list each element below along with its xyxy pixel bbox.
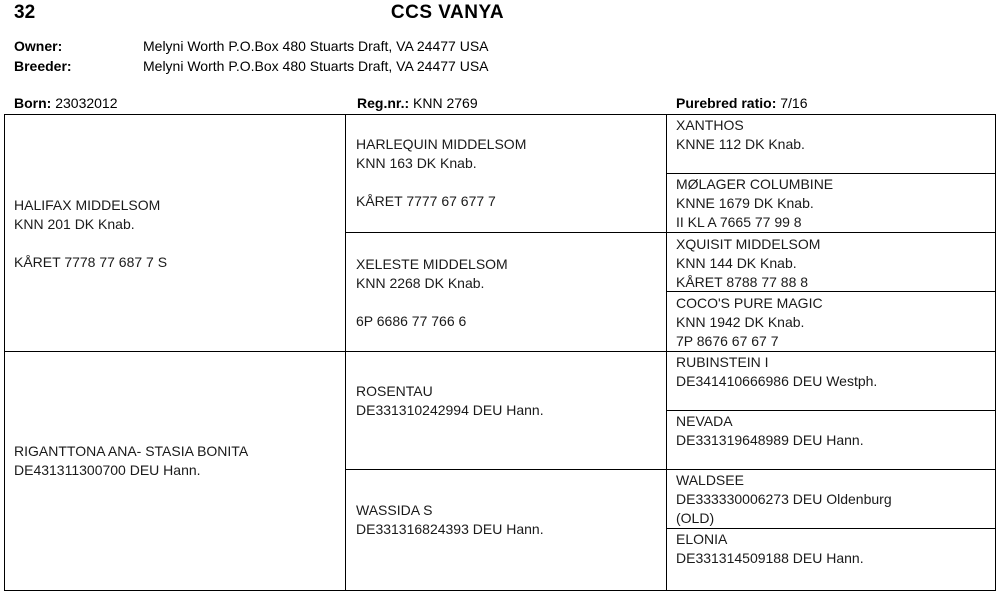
horse-name: HALIFAX MIDDELSOM bbox=[14, 197, 161, 213]
horse-reg: KNN 144 DK Knab. bbox=[676, 255, 797, 271]
horse-reg: DE331314509188 DEU Hann. bbox=[676, 550, 864, 566]
row-divider bbox=[666, 173, 995, 174]
horse-reg: DE341410666986 DEU Westph. bbox=[676, 373, 878, 389]
reg-nr-label: Reg.nr.: bbox=[357, 95, 410, 111]
owner-label: Owner: bbox=[14, 38, 63, 54]
born-value: 23032012 bbox=[55, 95, 118, 111]
catalog-number: 32 bbox=[14, 2, 36, 23]
horse-code: II KL A 7665 77 99 8 bbox=[676, 214, 802, 230]
pedigree-dam-dam bbox=[356, 501, 544, 539]
purebred-ratio-value: 7/16 bbox=[780, 95, 808, 111]
pedigree-grid bbox=[4, 114, 996, 591]
horse-code: KÅRET 8788 77 88 8 bbox=[676, 274, 809, 290]
breeder-value: Melyni Worth P.O.Box 480 Stuarts Draft, VA 24477 USA bbox=[143, 58, 489, 74]
row-divider bbox=[666, 410, 995, 411]
horse-code: KÅRET 7778 77 687 7 S bbox=[14, 254, 168, 270]
horse-reg: DE331310242994 DEU Hann. bbox=[356, 402, 544, 418]
pedigree-sdd bbox=[676, 294, 823, 351]
horse-name: NEVADA bbox=[676, 413, 733, 429]
pedigree-sire-dam bbox=[356, 255, 508, 331]
column-divider bbox=[666, 115, 667, 590]
horse-name: RUBINSTEIN I bbox=[676, 354, 769, 370]
horse-reg: DE331316824393 DEU Hann. bbox=[356, 521, 544, 537]
horse-name: HARLEQUIN MIDDELSOM bbox=[356, 136, 527, 152]
reg-nr-field bbox=[357, 95, 478, 111]
purebred-ratio-field bbox=[676, 95, 808, 111]
pedigree-dds bbox=[676, 471, 892, 528]
horse-reg-cont: (OLD) bbox=[676, 510, 715, 526]
row-divider bbox=[345, 469, 995, 470]
breeder-label: Breeder: bbox=[14, 58, 72, 74]
pedigree-sire-sire bbox=[356, 135, 526, 211]
horse-reg: DE431311300700 DEU Hann. bbox=[14, 462, 201, 478]
horse-reg: DE331319648989 DEU Hann. bbox=[676, 432, 864, 448]
horse-code: 7P 8676 67 67 7 bbox=[676, 333, 779, 349]
horse-name: XQUISIT MIDDELSOM bbox=[676, 236, 821, 252]
born-field bbox=[14, 95, 118, 111]
horse-name: WALDSEE bbox=[676, 472, 744, 488]
pedigree-sss bbox=[676, 116, 805, 154]
horse-code: 6P 6686 77 766 6 bbox=[356, 313, 467, 329]
row-divider bbox=[5, 351, 995, 352]
owner-value: Melyni Worth P.O.Box 480 Stuarts Draft, VA 24477 USA bbox=[143, 38, 489, 54]
horse-name: XANTHOS bbox=[676, 117, 744, 133]
horse-name: MØLAGER COLUMBINE bbox=[676, 176, 834, 192]
reg-nr-value: KNN 2769 bbox=[413, 95, 478, 111]
horse-name: COCO'S PURE MAGIC bbox=[676, 295, 823, 311]
horse-name: RIGANTTONA ANA- STASIA BONITA bbox=[14, 443, 249, 459]
pedigree-sds bbox=[676, 235, 820, 292]
pedigree-ssd bbox=[676, 175, 833, 232]
pedigree-sire bbox=[14, 196, 167, 272]
horse-name: ROSENTAU bbox=[356, 383, 433, 399]
column-divider bbox=[345, 115, 346, 590]
horse-name-title: CCS VANYA bbox=[390, 2, 505, 23]
horse-reg: KNN 163 DK Knab. bbox=[356, 155, 477, 171]
row-divider bbox=[345, 232, 995, 233]
horse-reg: KNN 201 DK Knab. bbox=[14, 216, 135, 232]
horse-name: WASSIDA S bbox=[356, 502, 433, 518]
row-divider bbox=[666, 528, 995, 529]
horse-reg: KNN 2268 DK Knab. bbox=[356, 275, 485, 291]
born-label: Born: bbox=[14, 95, 52, 111]
horse-reg: KNNE 112 DK Knab. bbox=[676, 136, 805, 152]
pedigree-dam-sire bbox=[356, 382, 544, 420]
horse-name: XELESTE MIDDELSOM bbox=[356, 256, 508, 272]
pedigree-dsd bbox=[676, 412, 864, 450]
pedigree-ddd bbox=[676, 530, 864, 568]
horse-reg: KNNE 1679 DK Knab. bbox=[676, 195, 814, 211]
pedigree-dam bbox=[14, 442, 248, 480]
horse-name: ELONIA bbox=[676, 531, 728, 547]
pedigree-dss bbox=[676, 353, 877, 391]
horse-reg: KNN 1942 DK Knab. bbox=[676, 314, 805, 330]
purebred-ratio-label: Purebred ratio: bbox=[676, 95, 777, 111]
horse-reg: DE333330006273 DEU Oldenburg bbox=[676, 491, 892, 507]
horse-code: KÅRET 7777 67 677 7 bbox=[356, 193, 496, 209]
